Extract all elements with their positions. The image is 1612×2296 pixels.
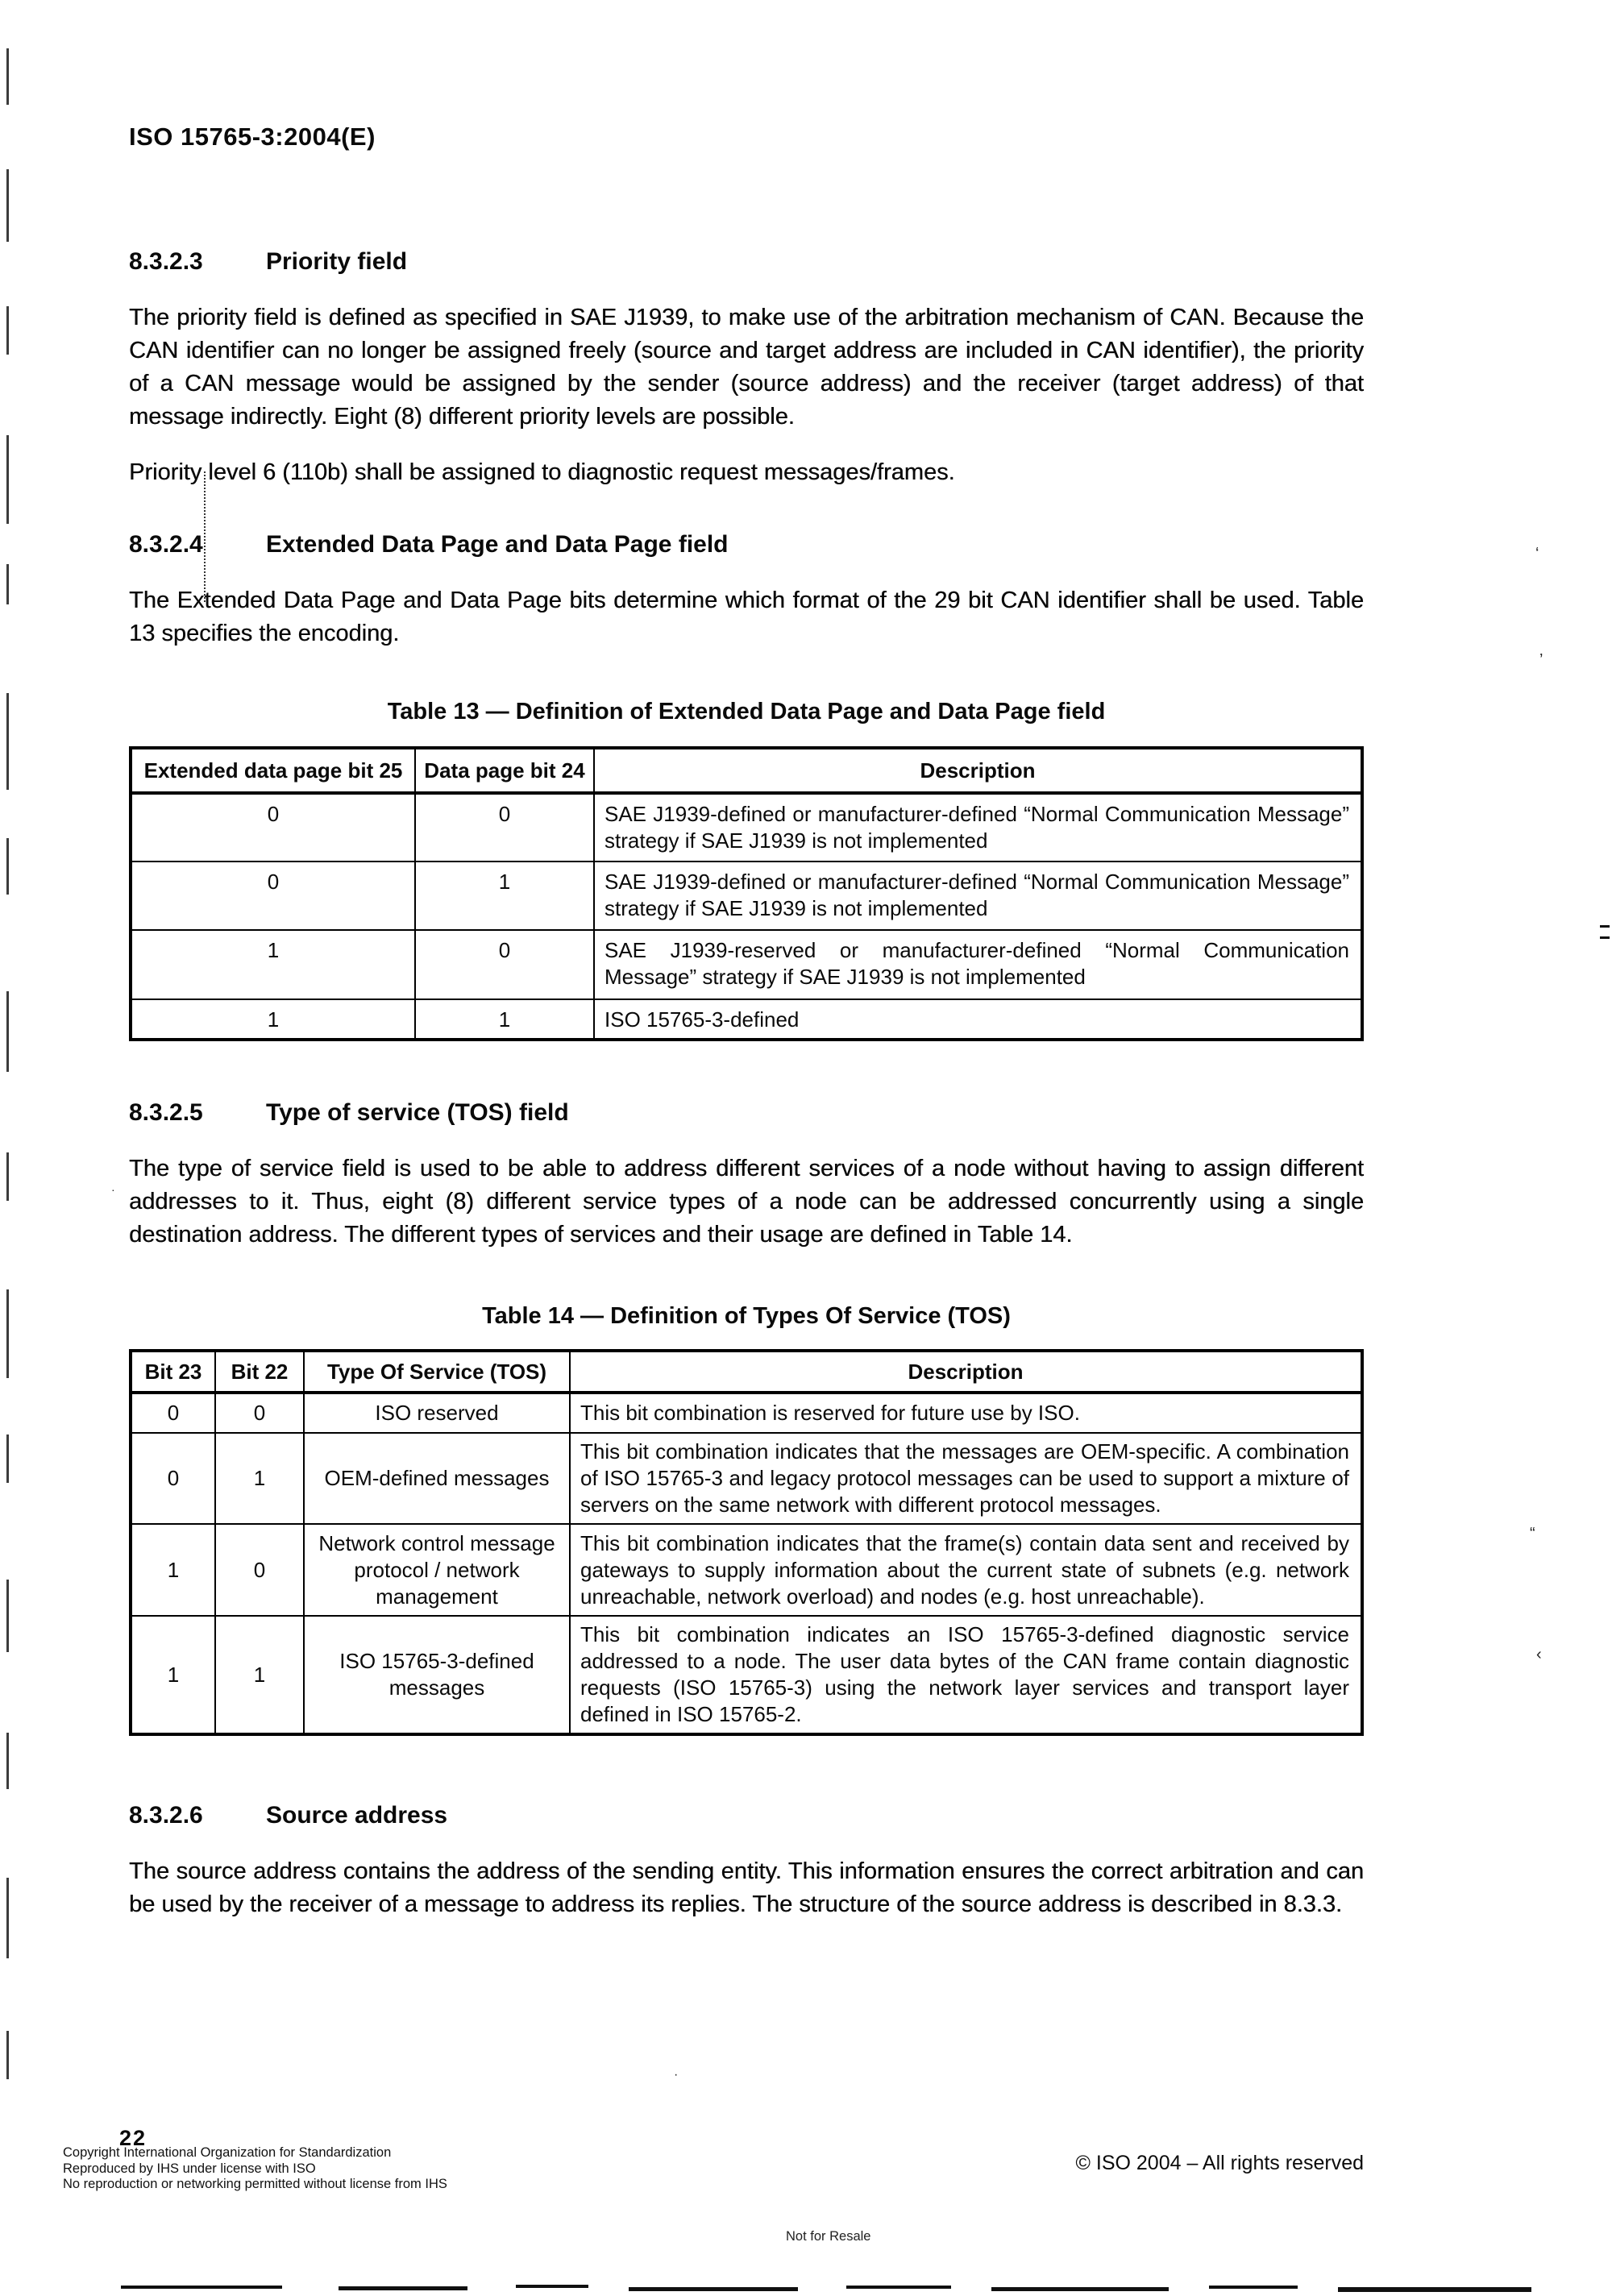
scan-artifact-edge	[6, 435, 9, 524]
table14-caption: Table 14 — Definition of Types Of Service (TOS)	[482, 1303, 1011, 1329]
cell-bit22: 0	[215, 1393, 304, 1433]
scan-artifact-dotted-line	[204, 471, 206, 602]
paragraph: The priority field is defined as specified in SAE J1939, to make use of the arbitration mechanism of CAN. Because the CAN identifier can no longer be assigned freely (source and target address are included in CAN identifier), the priority of a CAN message would be assigned by the sender (source address) and the receiver (target address) of that message indirectly. Eight (8) different priority levels are possible.	[129, 305, 1364, 430]
scan-artifact-line	[339, 2286, 467, 2290]
section-heading-8323	[129, 248, 1364, 276]
scan-artifact-edge	[6, 2031, 9, 2079]
scan-artifact-line	[991, 2287, 1169, 2291]
scan-artifact-line	[629, 2287, 798, 2291]
scan-artifact-line	[516, 2285, 588, 2288]
cell-tos: OEM-defined messages	[304, 1433, 570, 1524]
iso-copyright: © ISO 2004 – All rights reserved	[1075, 2152, 1364, 2174]
document-code: ISO 15765-3:2004(E)	[129, 122, 376, 151]
scan-artifact-speck: ·	[111, 1183, 115, 1196]
scan-artifact-line	[1600, 936, 1610, 939]
paragraph: The Extended Data Page and Data Page bits determine which format of the 29 bit CAN identifier shall be used. Table 13 specifies the encoding.	[129, 587, 1364, 646]
scan-artifact-edge	[6, 991, 9, 1072]
scan-artifact-edge	[6, 48, 9, 105]
section-title: Extended Data Page and Data Page field	[266, 531, 729, 558]
scan-artifact-speck: ’	[1539, 651, 1543, 669]
cell-bit23: 0	[131, 1433, 215, 1524]
section-number: 8.3.2.5	[129, 1099, 203, 1126]
paragraph: The source address contains the address of the sending entity. This information ensures the correct arbitration and can be used by the receiver of a message to address its replies. The structure of the source address is described in 8.3.3.	[129, 1858, 1364, 1917]
column-header: Bit 22	[215, 1351, 304, 1393]
section-heading-8325	[129, 1099, 1364, 1127]
cell-bit23: 1	[131, 1524, 215, 1616]
scan-artifact-edge	[6, 1733, 9, 1789]
table14-row	[131, 1616, 1362, 1734]
scan-artifact-speck: “	[1530, 1525, 1535, 1542]
table13-row	[131, 793, 1362, 862]
scan-artifact-line	[1600, 925, 1610, 928]
scan-artifact-edge	[6, 693, 9, 790]
page-content	[129, 0, 1364, 1921]
cell-description: ISO 15765-3-defined	[594, 999, 1362, 1040]
paragraph: Priority level 6 (110b) shall be assigned to diagnostic request messages/frames.	[129, 459, 955, 485]
table14-header-row	[131, 1351, 1362, 1393]
section-heading-8326	[129, 1802, 1364, 1829]
table14-row	[131, 1433, 1362, 1524]
cell-bit24: 0	[415, 793, 594, 862]
scan-artifact-speck: ‘	[1535, 545, 1539, 563]
cell-bit22: 1	[215, 1616, 304, 1734]
scan-artifact-line	[1338, 2287, 1531, 2292]
column-header: Description	[570, 1351, 1362, 1393]
scan-artifact-edge	[6, 1289, 9, 1378]
section-title: Priority field	[266, 248, 408, 275]
cell-tos: ISO reserved	[304, 1393, 570, 1433]
scan-artifact-edge	[6, 1878, 9, 1958]
cell-bit25: 0	[131, 862, 415, 930]
cell-description: SAE J1939-reserved or manufacturer-defined “Normal Communication Message” strategy if SAE J1939 is not implemented	[594, 930, 1362, 999]
column-header: Type Of Service (TOS)	[304, 1351, 570, 1393]
scan-artifact-edge	[6, 1152, 9, 1201]
cell-description: This bit combination indicates an ISO 15765-3-defined diagnostic service addressed to a node. The user data bytes of the CAN frame contain diagnostic requests (ISO 15765-3) using the network layer services and transport layer defined in ISO 15765-2.	[570, 1616, 1362, 1734]
scan-artifact-edge	[6, 1434, 9, 1483]
section-number: 8.3.2.4	[129, 531, 203, 558]
table14-row	[131, 1524, 1362, 1616]
scan-artifact-line	[1209, 2286, 1298, 2289]
page-number: 22	[119, 2126, 147, 2150]
table14	[129, 1349, 1364, 1736]
cell-bit25: 1	[131, 999, 415, 1040]
cell-description: This bit combination is reserved for future use by ISO.	[570, 1393, 1362, 1433]
table13-row	[131, 862, 1362, 930]
cell-bit22: 1	[215, 1433, 304, 1524]
table13-row	[131, 999, 1362, 1040]
footer-line: Copyright International Organization for Standardization	[63, 2145, 392, 2160]
section-number: 8.3.2.6	[129, 1802, 203, 1829]
table13	[129, 746, 1364, 1041]
cell-description: SAE J1939-defined or manufacturer-defined “Normal Communication Message” strategy if SAE J1939 is not implemented	[594, 862, 1362, 930]
cell-bit23: 1	[131, 1616, 215, 1734]
column-header: Bit 23	[131, 1351, 215, 1393]
table14-row	[131, 1393, 1362, 1433]
cell-bit23: 0	[131, 1393, 215, 1433]
cell-bit25: 1	[131, 930, 415, 999]
section-number: 8.3.2.3	[129, 248, 203, 275]
scan-artifact-speck: ·	[674, 2068, 679, 2082]
paragraph: The type of service field is used to be able to address different services of a node without having to assign different addresses to it. Thus, eight (8) different service types of a node can be addressed concurrently using a single destination address. The different types of services and their usage are defined in Table 14.	[129, 1156, 1364, 1248]
scan-artifact-edge	[6, 169, 9, 242]
section-title: Type of service (TOS) field	[266, 1099, 569, 1126]
cell-bit24: 1	[415, 862, 594, 930]
footer-line: No reproduction or networking permitted without license from IHS	[63, 2177, 447, 2191]
cell-bit24: 0	[415, 930, 594, 999]
cell-bit25: 0	[131, 793, 415, 862]
cell-description: This bit combination indicates that the messages are OEM-specific. A combination of ISO 15765-3 and legacy protocol messages can be used to support a mixture of servers on the same network with different protocol messages.	[570, 1433, 1362, 1524]
section-title: Source address	[266, 1802, 448, 1829]
table13-row	[131, 930, 1362, 999]
cell-bit22: 0	[215, 1524, 304, 1616]
cell-tos: ISO 15765-3-defined messages	[304, 1616, 570, 1734]
scan-artifact-edge	[6, 1580, 9, 1652]
scan-artifact-speck: ‹	[1536, 1646, 1542, 1663]
scan-artifact-line	[121, 2286, 282, 2289]
scan-artifact-line	[846, 2286, 951, 2289]
section-heading-8324	[129, 531, 1364, 558]
not-for-resale-label: Not for Resale	[786, 2229, 871, 2244]
footer-line: Reproduced by IHS under license with ISO	[63, 2161, 316, 2176]
scan-artifact-edge	[6, 306, 9, 355]
cell-description: SAE J1939-defined or manufacturer-defined “Normal Communication Message” strategy if SAE J1939 is not implemented	[594, 793, 1362, 862]
table13-header-row	[131, 748, 1362, 793]
column-header: Extended data page bit 25	[131, 748, 415, 793]
table13-caption: Table 13 — Definition of Extended Data Page and Data Page field	[387, 699, 1106, 725]
cell-tos: Network control message protocol / network management	[304, 1524, 570, 1616]
scan-artifact-edge	[6, 838, 9, 895]
cell-description: This bit combination indicates that the frame(s) contain data sent and received by gateways to supply information about the current state of subnets (e.g. network unreachable, network overload) and nodes (e.g. host unreachable).	[570, 1524, 1362, 1616]
column-header: Description	[594, 748, 1362, 793]
scan-artifact-edge	[6, 564, 9, 604]
cell-bit24: 1	[415, 999, 594, 1040]
column-header: Data page bit 24	[415, 748, 594, 793]
